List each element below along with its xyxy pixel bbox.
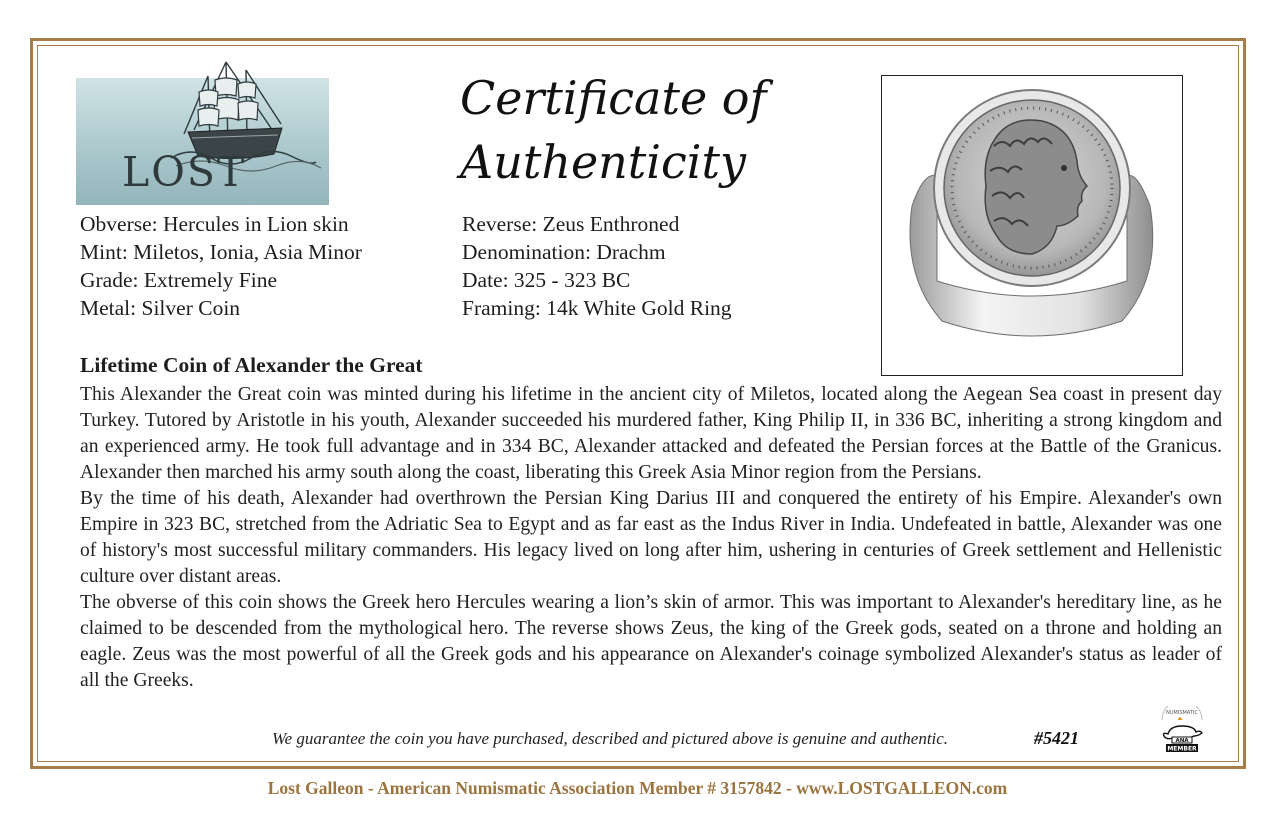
- spec-framing: Framing: 14k White Gold Ring: [462, 296, 732, 320]
- spec-denomination: Denomination: Drachm: [462, 240, 666, 264]
- spec-date: Date: 325 - 323 BC: [462, 268, 631, 292]
- spec-reverse: Reverse: Zeus Enthroned: [462, 212, 680, 236]
- title-line-2: Authenticity: [460, 135, 746, 189]
- description-paragraph-1: This Alexander the Great coin was minted during his lifetime in the ancient city of Miletos, located along the Aegean Sea coast in present day Turkey. Tutored by Aristotle in his youth, Alexander succeeded his murdered father, King Philip II, in 336 BC, inheriting a strong kingdom and an experienced army. He took full advantage and in 334 BC, Alexander attacked and defeated the Persian forces at the Battle of the Granicus. Alexander then marched his army south along the coast, liberating this Greek Asia Minor region from the Persians.: [80, 384, 1222, 483]
- specs-right-column: [462, 210, 732, 322]
- description-body: [80, 382, 1222, 694]
- coin-ring-photo: [881, 75, 1183, 376]
- ana-member-badge: [1156, 706, 1208, 758]
- guarantee-statement: We guarantee the coin you have purchased, described and pictured above is genuine and authentic.: [272, 729, 949, 748]
- spec-metal: Metal: Silver Coin: [80, 296, 241, 320]
- certificate-number: #5421: [1034, 728, 1079, 748]
- description-heading: Lifetime Coin of Alexander the Great: [80, 353, 423, 377]
- spec-mint: Mint: Miletos, Ionia, Asia Minor: [80, 240, 362, 264]
- spec-grade: Grade: Extremely Fine: [80, 268, 278, 292]
- description-paragraph-2: By the time of his death, Alexander had overthrown the Persian King Darius III and conquered the entirety of his Empire. Alexander's own Empire in 323 BC, stretched from the Adriatic Sea to Egypt and as far east as the Indus River in India. Undefeated in battle, Alexander was one of history's most successful military commanders. His legacy lived on long after him, ushering in centuries of Greek settlement and Hellenistic culture over distant areas.: [80, 488, 1222, 587]
- spec-obverse: Obverse: Hercules in Lion skin: [80, 212, 349, 236]
- ana-label-numismatic: NUMISMATIC: [1166, 710, 1198, 716]
- logo-text-lost: LOST: [122, 148, 247, 196]
- certificate-title: [460, 66, 820, 194]
- footer-membership-line: Lost Galleon - American Numismatic Association Member # 3157842 - www.LOSTGALLEON.com: [267, 778, 1008, 798]
- coin-ring-image: [882, 76, 1182, 375]
- description-paragraph-3: The obverse of this coin shows the Greek hero Hercules wearing a lion’s skin of armor. This was important to Alexander's hereditary line, as he claimed to be descended from the mythological hero. The reverse shows Zeus, the king of the Greek gods, seated on a throne and holding an eagle. Zeus was the most powerful of all the Greek gods and his appearance on Alexander's coinage symbolized Alexander's status as leader of all the Greeks.: [80, 592, 1222, 691]
- ana-label-member: MEMBER: [1167, 745, 1197, 753]
- ana-label-ana: ANA: [1175, 738, 1189, 744]
- lost-galleon-logo: [76, 58, 329, 205]
- specs-left-column: [80, 210, 362, 322]
- ana-member-lamp-icon: [1156, 706, 1208, 758]
- title-line-1: Certificate of: [460, 71, 767, 125]
